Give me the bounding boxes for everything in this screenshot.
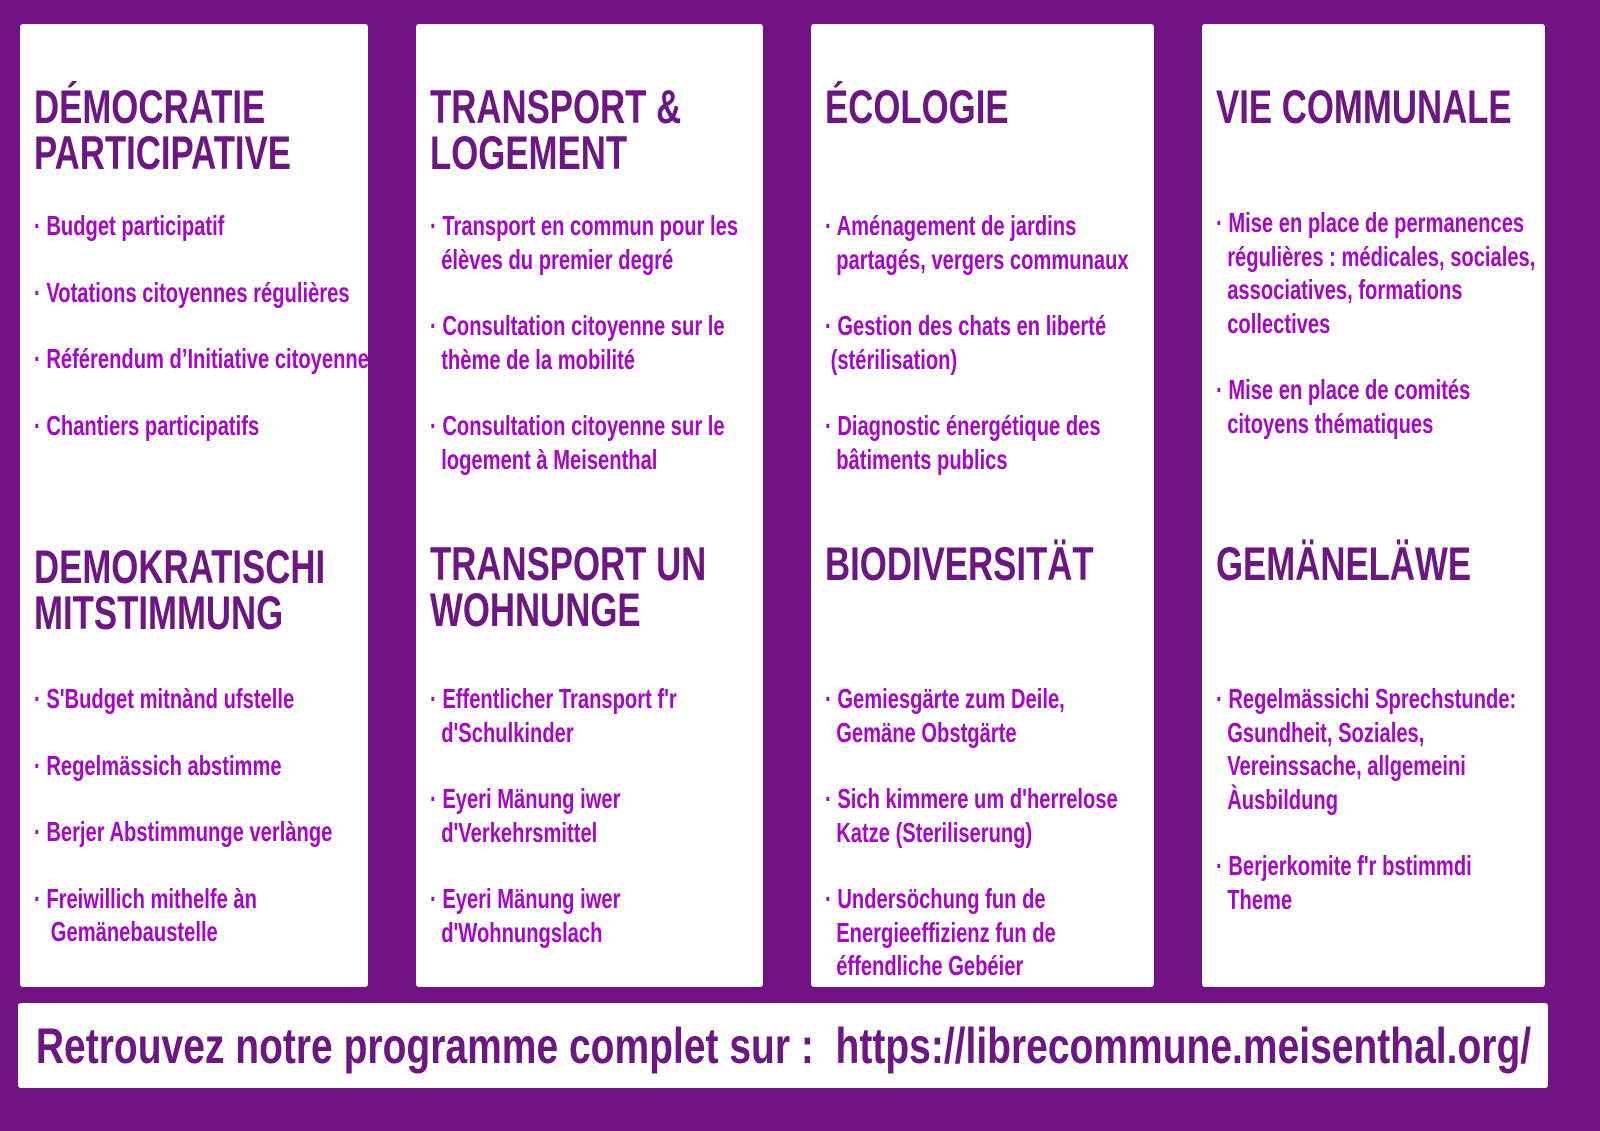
list-item: · Regelmässichi Sprechstunde: Gsundheit, Soziales, Vereinssache, allgemeini Àusbildung [1216, 683, 1517, 815]
item-list [430, 682, 763, 982]
list-item: · Regelmässich abstimme [34, 749, 282, 781]
list-item: · S'Budget mitnànd ufstelle [34, 683, 295, 714]
list-item: · Référendum d’Initiative citoyenne [34, 343, 369, 374]
card-ecologie [811, 24, 1154, 987]
section-heading: VIE COMMUNALE [1216, 80, 1512, 133]
item-list [430, 209, 763, 509]
list-item: · Consultation citoyenne sur le logement à Meisenthal [430, 410, 725, 475]
list-item: · Aménagement de jardins partagés, vergers communaux [825, 210, 1129, 275]
list-item: · Sich kimmere um d'herrelose Katze (Steriliserung) [825, 783, 1118, 848]
list-item: · Mise en place de comités citoyens thématiques [1216, 374, 1471, 439]
card-democratie [20, 24, 368, 987]
section-heading: BIODIVERSITÄT [825, 537, 1094, 590]
list-item: · Votations citoyennes régulières [34, 276, 350, 308]
list-item: · Eyeri Mänung iwer d'Wohnungslach [430, 883, 621, 948]
list-item: · Berjer Abstimmunge verlànge [34, 816, 333, 847]
item-list [825, 209, 1154, 509]
list-item: · Chantiers participatifs [34, 409, 260, 441]
list-item: · Freiwillich mithelfe àn Gemänebaustelle [34, 882, 257, 947]
item-list [34, 209, 368, 475]
item-list [34, 682, 368, 982]
section-heading: DEMOKRATISCHI MITSTIMMUNG [34, 540, 326, 639]
list-item: · Berjerkomite f'r bstimmdi Theme [1216, 850, 1472, 915]
footer-program-link[interactable]: Retrouvez notre programme complet sur : https://librecommune.meisenthal.org/ [35, 1017, 1531, 1074]
section-heading: ÉCOLOGIE [825, 80, 1009, 133]
list-item: · Eyeri Mänung iwer d'Verkehrsmittel [430, 783, 621, 848]
list-item: · Gemiesgärte zum Deile, Gemäne Obstgärte [825, 683, 1065, 748]
item-list [1216, 206, 1545, 473]
list-item: · Undersöchung fun de Energieeffizienz fun de éffendliche Gebéier [825, 883, 1056, 981]
section-heading: DÉMOCRATIE PARTICIPATIVE [34, 80, 291, 179]
item-list [1216, 682, 1545, 949]
list-item: · Budget participatif [34, 210, 225, 241]
card-vie-communale [1202, 24, 1545, 987]
list-item: · Gestion des chats en liberté (stérilisation) [825, 310, 1107, 375]
section-heading: TRANSPORT UN WOHNUNGE [430, 537, 707, 636]
section-heading: TRANSPORT & LOGEMENT [430, 80, 682, 179]
list-item: · Consultation citoyenne sur le thème de la mobilité [430, 310, 725, 375]
item-list [825, 682, 1154, 1016]
list-item: · Mise en place de permanences régulières : médicales, sociales, associatives, formations collectives [1216, 207, 1536, 339]
card-transport [416, 24, 763, 987]
list-item: · Transport en commun pour les élèves du premier degré [430, 210, 739, 275]
list-item: · Effentlicher Transport f'r d'Schulkinder [430, 683, 677, 748]
section-heading: GEMÄNELÄWE [1216, 537, 1472, 590]
list-item: · Diagnostic énergétique des bâtiments publics [825, 410, 1101, 475]
footer-banner [18, 1003, 1548, 1088]
